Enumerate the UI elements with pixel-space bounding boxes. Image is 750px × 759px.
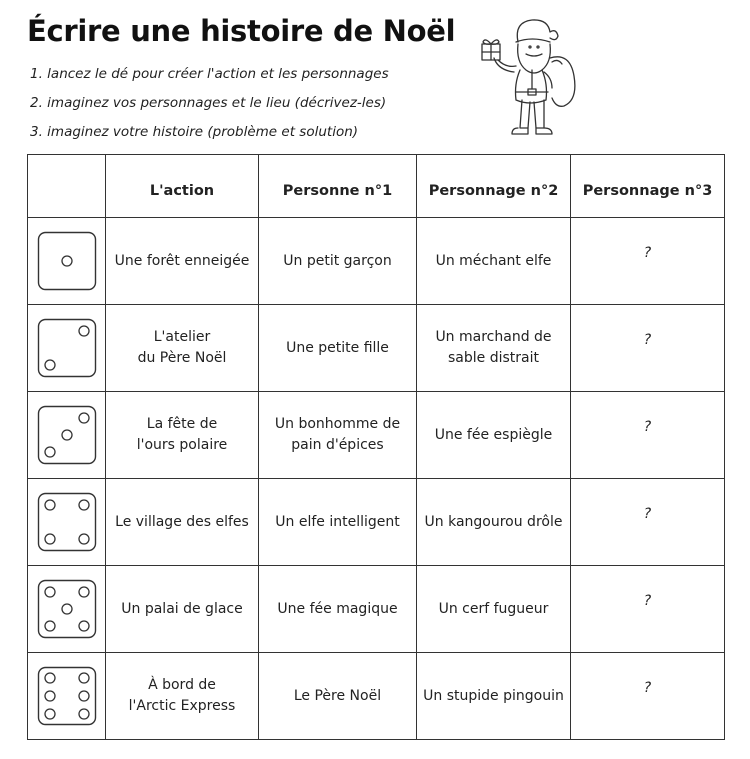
die-pip [79, 500, 89, 510]
question-mark: ? [643, 244, 652, 261]
die-face-1-icon [37, 231, 97, 291]
die-pip [45, 447, 55, 457]
die-pip [45, 534, 55, 544]
action-cell: À bord de l'Arctic Express [106, 653, 259, 740]
character-1-cell: Un bonhomme de pain d'épices [259, 392, 417, 479]
table-row [28, 566, 725, 653]
action-cell: Un palai de glace [106, 566, 259, 653]
character-3-cell [571, 653, 725, 740]
die-face-3-icon [37, 405, 97, 465]
die-pip [45, 709, 55, 719]
table-row [28, 392, 725, 479]
die-face-6-icon [37, 666, 97, 726]
character-3-cell [571, 392, 725, 479]
die-cell [28, 566, 106, 653]
character-3-cell [571, 566, 725, 653]
character-3-cell [571, 305, 725, 392]
header-character-2: Personnage n°2 [417, 155, 571, 218]
character-1-cell: Une fée magique [259, 566, 417, 653]
die-pip [45, 500, 55, 510]
die-pip [62, 604, 72, 614]
die-pip [45, 587, 55, 597]
character-1-cell: Un elfe intelligent [259, 479, 417, 566]
character-1-cell: Un petit garçon [259, 218, 417, 305]
die-pip [79, 326, 89, 336]
die-face-2-icon [37, 318, 97, 378]
die-pip [79, 691, 89, 701]
question-mark: ? [643, 679, 652, 696]
table-row [28, 479, 725, 566]
die-pip [79, 413, 89, 423]
die-pip [45, 360, 55, 370]
santa-illustration [468, 14, 578, 146]
action-cell: Le village des elfes [106, 479, 259, 566]
die-pip [79, 587, 89, 597]
action-cell: Une forêt enneigée [106, 218, 259, 305]
table-row [28, 218, 725, 305]
die-pip [79, 709, 89, 719]
story-dice-table [27, 154, 725, 740]
table-header-row [28, 155, 725, 218]
character-2-cell: Un kangourou drôle [417, 479, 571, 566]
header-character-1: Personne n°1 [259, 155, 417, 218]
header-action: L'action [106, 155, 259, 218]
instruction-item: 2. imaginez vos personnages et le lieu (décrivez-les) [30, 95, 387, 111]
instruction-item: 3. imaginez votre histoire (problème et solution) [30, 124, 359, 140]
character-2-cell: Une fée espiègle [417, 392, 571, 479]
character-3-cell [571, 479, 725, 566]
die-pip [79, 621, 89, 631]
table-row [28, 305, 725, 392]
instructions-list [30, 62, 389, 149]
instruction-item: 1. lancez le dé pour créer l'action et les personnages [30, 66, 389, 82]
character-1-cell: Une petite fille [259, 305, 417, 392]
question-mark: ? [643, 505, 652, 522]
question-mark: ? [643, 418, 652, 435]
character-2-cell: Un méchant elfe [417, 218, 571, 305]
die-pip [79, 534, 89, 544]
die-cell [28, 392, 106, 479]
page-title: Écrire une histoire de Noël [27, 14, 456, 48]
header-character-3: Personnage n°3 [571, 155, 725, 218]
die-pip [45, 621, 55, 631]
table-row [28, 653, 725, 740]
die-pip [62, 430, 72, 440]
action-cell: La fête de l'ours polaire [106, 392, 259, 479]
die-pip [45, 673, 55, 683]
die-cell [28, 653, 106, 740]
character-2-cell: Un stupide pingouin [417, 653, 571, 740]
character-3-cell [571, 218, 725, 305]
die-cell [28, 305, 106, 392]
die-cell [28, 479, 106, 566]
question-mark: ? [643, 592, 652, 609]
character-2-cell: Un marchand de sable distrait [417, 305, 571, 392]
character-1-cell: Le Père Noël [259, 653, 417, 740]
die-pip [45, 691, 55, 701]
action-cell: L'atelier du Père Noël [106, 305, 259, 392]
header-die [28, 155, 106, 218]
die-cell [28, 218, 106, 305]
character-2-cell: Un cerf fugueur [417, 566, 571, 653]
die-pip [79, 673, 89, 683]
question-mark: ? [643, 331, 652, 348]
die-face-4-icon [37, 492, 97, 552]
die-face-5-icon [37, 579, 97, 639]
die-pip [62, 256, 72, 266]
